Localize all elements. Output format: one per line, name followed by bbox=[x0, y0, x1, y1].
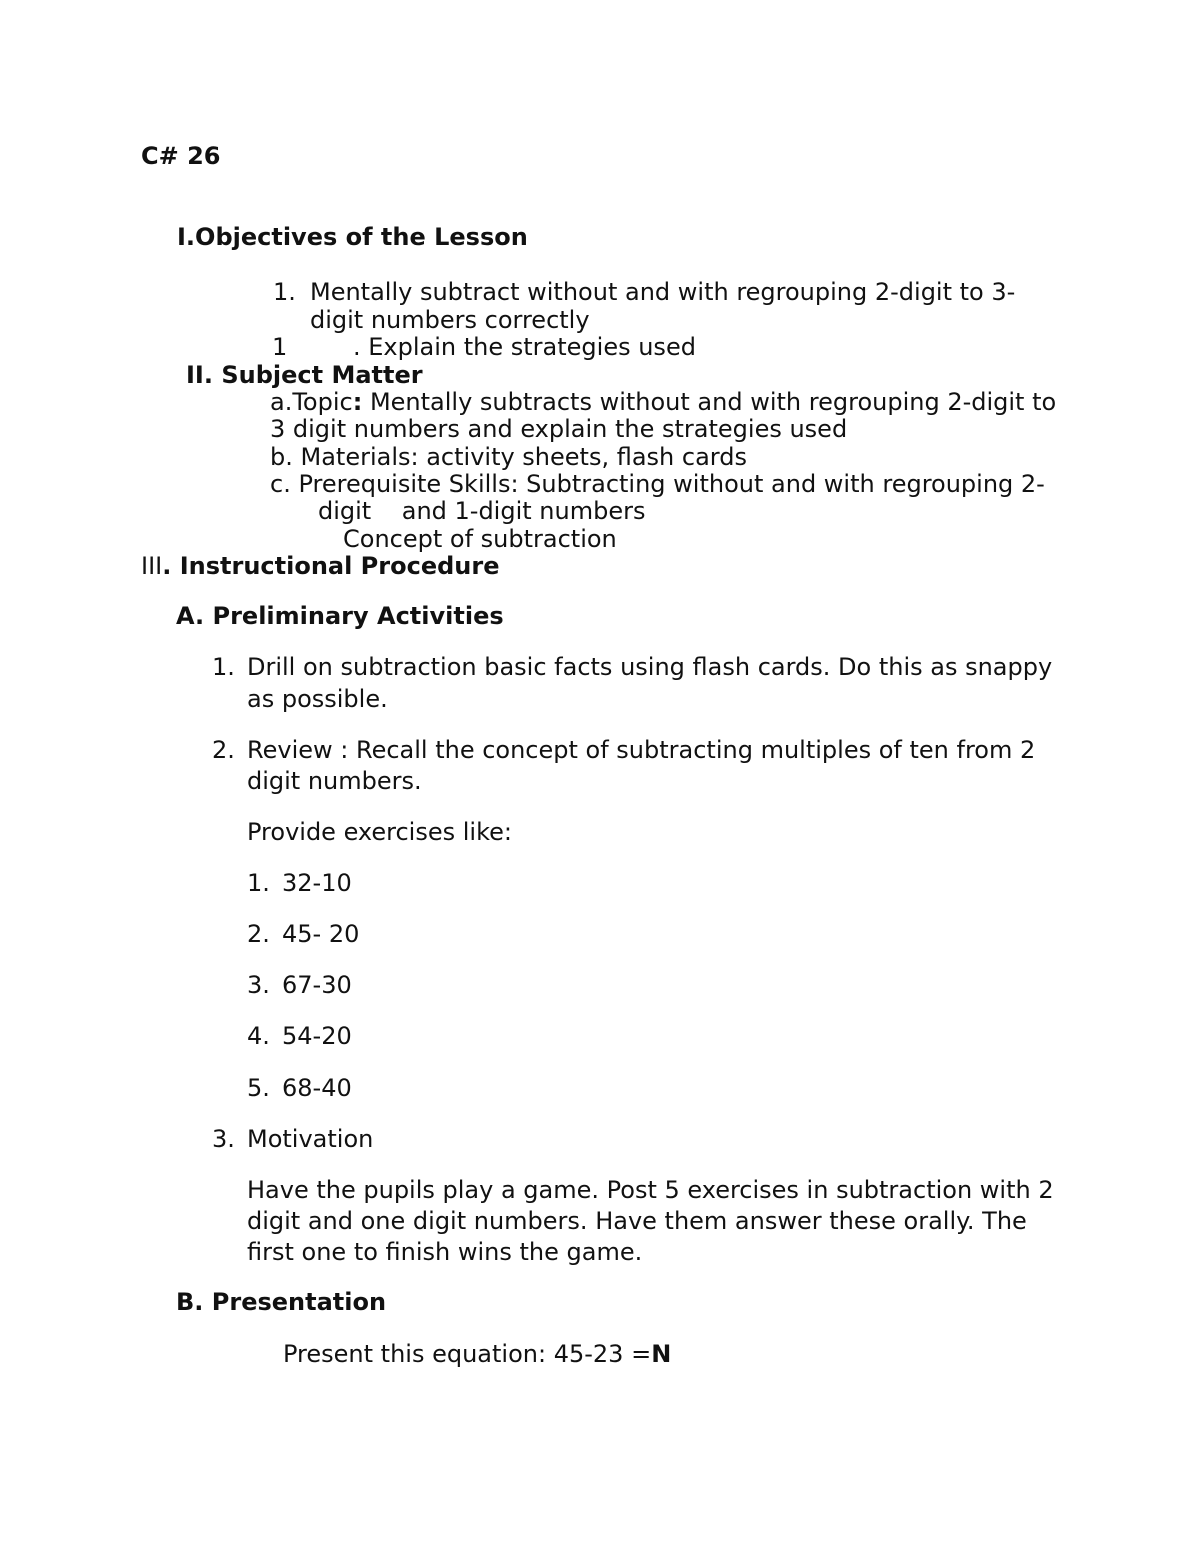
activity-2-text: Review : Recall the concept of subtracting multiples of ten from 2 bbox=[247, 736, 1036, 764]
procedure-heading bbox=[141, 551, 499, 581]
presentation-equation-variable: N bbox=[651, 1340, 672, 1368]
objective-2-number: 1 bbox=[272, 333, 288, 361]
topic-text: Mentally subtracts without and with regrouping 2-digit to bbox=[362, 388, 1057, 416]
subject-matter-heading: II. Subject Matter bbox=[186, 361, 423, 389]
provide-exercises-label: Provide exercises like: bbox=[247, 818, 512, 846]
document-code: C# 26 bbox=[141, 142, 221, 170]
exercise-4-text: 54-20 bbox=[282, 1022, 352, 1050]
activity-3-text: Motivation bbox=[247, 1125, 374, 1153]
prerequisite-skills-line: c. Prerequisite Skills: Subtracting without and with regrouping 2- bbox=[270, 470, 1045, 498]
prerequisite-skills-continued: digit and 1-digit numbers bbox=[318, 497, 646, 525]
objective-1-text: Mentally subtract without and with regrouping 2-digit to 3- bbox=[310, 278, 1016, 306]
exercise-1-number: 1. bbox=[247, 869, 270, 897]
activity-1-text: Drill on subtraction basic facts using flash cards. Do this as snappy bbox=[247, 653, 1053, 681]
activity-1-text-continued: as possible. bbox=[247, 685, 388, 713]
presentation-equation-text: Present this equation: 45-23 = bbox=[283, 1340, 652, 1368]
presentation-equation-line bbox=[283, 1339, 671, 1369]
motivation-text-line-1: Have the pupils play a game. Post 5 exercises in subtraction with 2 bbox=[247, 1176, 1054, 1204]
preliminary-activities-heading: A. Preliminary Activities bbox=[176, 602, 504, 630]
motivation-text-line-2: digit and one digit numbers. Have them answer these orally. The bbox=[247, 1207, 1027, 1235]
procedure-heading-numeral: III bbox=[141, 552, 163, 580]
topic-text-continued: 3 digit numbers and explain the strategies used bbox=[270, 415, 848, 443]
exercise-2-text: 45- 20 bbox=[282, 920, 360, 948]
prerequisite-concept-line: Concept of subtraction bbox=[343, 525, 617, 553]
exercise-3-text: 67-30 bbox=[282, 971, 352, 999]
presentation-heading: B. Presentation bbox=[176, 1288, 387, 1316]
activity-1-number: 1. bbox=[212, 653, 235, 681]
topic-colon: : bbox=[352, 388, 363, 416]
topic-line bbox=[270, 387, 1056, 417]
objective-1-number: 1. bbox=[273, 278, 296, 306]
activity-2-number: 2. bbox=[212, 736, 235, 764]
procedure-heading-text: . Instructional Procedure bbox=[162, 552, 500, 580]
exercise-1-text: 32-10 bbox=[282, 869, 352, 897]
activity-3-number: 3. bbox=[212, 1125, 235, 1153]
motivation-text-line-3: first one to finish wins the game. bbox=[247, 1238, 643, 1266]
exercise-4-number: 4. bbox=[247, 1022, 270, 1050]
activity-2-text-continued: digit numbers. bbox=[247, 767, 422, 795]
objective-2-text: . Explain the strategies used bbox=[353, 333, 696, 361]
exercise-5-text: 68-40 bbox=[282, 1074, 352, 1102]
exercise-2-number: 2. bbox=[247, 920, 270, 948]
materials-line: b. Materials: activity sheets, flash cards bbox=[270, 443, 747, 471]
exercise-5-number: 5. bbox=[247, 1074, 270, 1102]
objectives-heading: I.Objectives of the Lesson bbox=[177, 223, 528, 251]
topic-label: a.Topic bbox=[270, 388, 353, 416]
exercise-3-number: 3. bbox=[247, 971, 270, 999]
objective-1-text-continued: digit numbers correctly bbox=[310, 306, 590, 334]
